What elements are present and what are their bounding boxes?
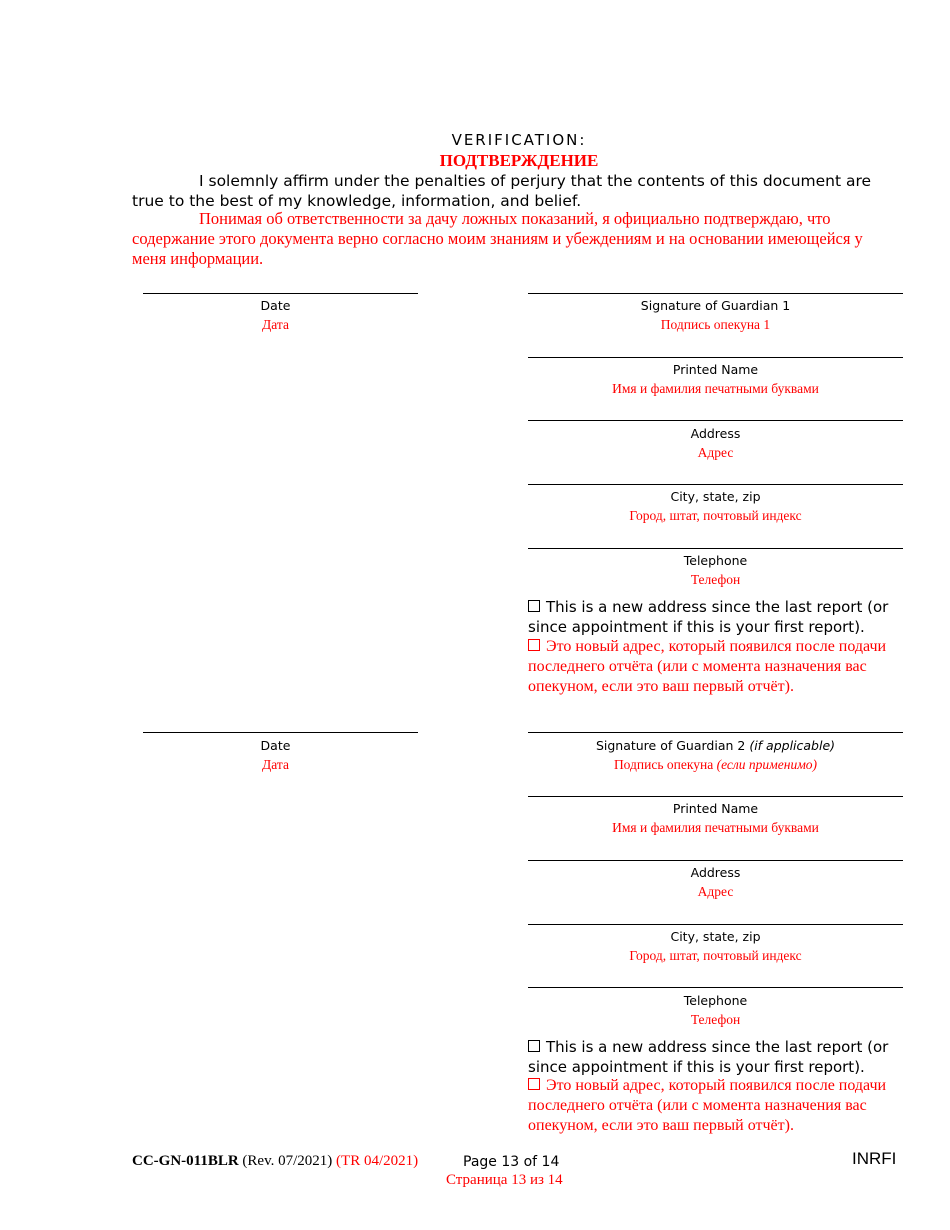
address-label-1: Address [690,426,741,441]
signature-line-2[interactable] [528,732,903,733]
address-label-2: Address [690,865,741,880]
new-address-text-1: This is a new address since the last report (or since appointment if this is your first report). [528,598,889,636]
city-label-2: City, state, zip [670,929,761,944]
signature-label-ru-2-note: (если применимо) [716,757,818,772]
form-translation-revision: (TR 04/2021) [336,1153,419,1169]
page-number-ru: Страница 13 из 14 [446,1172,563,1188]
telephone-label-1: Telephone [683,553,748,568]
signature-line-1[interactable] [528,293,903,294]
signature-label-ru-2-text: Подпись опекуна [613,757,714,772]
footer-form-id [132,1153,418,1170]
address-label-ru-2: Адрес [697,884,734,899]
new-address-notice-ru-2 [528,1076,906,1136]
signature-label-2-text: Signature of Guardian 2 [595,738,746,753]
new-address-notice-2 [528,1037,906,1077]
signature-label-2 [528,737,903,755]
affirmation-russian: Понимая об ответственности за дачу ложных показаний, я официально подтверждаю, что содержание этого документа верно согласно моим знаниям и убеждениям и на основании имеющейся у меня информации. [132,209,863,268]
signature-label-1: Signature of Guardian 1 [640,298,791,313]
city-line-2[interactable] [528,924,903,925]
new-address-notice-1 [528,597,906,637]
address-line-1[interactable] [528,420,903,421]
date-label-2: Date [260,738,291,753]
signature-label-2-note: (if applicable) [749,738,836,753]
form-tag: INRFI [852,1149,897,1168]
new-address-notice-ru-1 [528,637,906,697]
new-address-checkbox-1[interactable] [528,600,540,612]
date-label-1: Date [260,298,291,313]
telephone-label-2: Telephone [683,993,748,1008]
title-russian: ПОДТВЕРЖДЕНИЕ [439,151,599,170]
date-line-2[interactable] [143,732,418,733]
printed-name-label-ru-1: Имя и фамилия печатными буквами [612,381,819,396]
date-line-1[interactable] [143,293,418,294]
telephone-line-1[interactable] [528,548,903,549]
form-code: CC-GN-011BLR [132,1153,239,1169]
city-label-ru-1: Город, штат, почтовый индекс [629,508,802,523]
telephone-label-ru-2: Телефон [690,1012,741,1027]
affirmation-english: I solemnly affirm under the penalties of perjury that the contents of this document are true to the best of my knowledge, information, and belief. [132,172,872,210]
new-address-text-2: This is a new address since the last report (or since appointment if this is your first report). [528,1038,889,1076]
telephone-label-ru-1: Телефон [690,572,741,587]
date-label-ru-2: Дата [262,757,289,772]
date-label-ru-1: Дата [262,317,289,332]
new-address-checkbox-ru-2[interactable] [528,1078,540,1090]
printed-name-line-2[interactable] [528,796,903,797]
new-address-checkbox-2[interactable] [528,1040,540,1052]
telephone-line-2[interactable] [528,987,903,988]
address-label-ru-1: Адрес [697,445,734,460]
city-label-ru-2: Город, штат, почтовый индекс [629,948,802,963]
new-address-text-ru-2: Это новый адрес, который появился после подачи последнего отчёта (или с момента назначения вас опекуном, если это ваш первый отчёт). [528,1077,887,1134]
city-line-1[interactable] [528,484,903,485]
signature-label-ru-2 [528,756,903,774]
form-revision: (Rev. 07/2021) [242,1153,333,1169]
printed-name-label-2: Printed Name [672,801,759,816]
city-label-1: City, state, zip [670,489,761,504]
page-number: Page 13 of 14 [463,1154,560,1170]
new-address-checkbox-ru-1[interactable] [528,639,540,651]
signature-label-ru-1: Подпись опекуна 1 [660,317,771,332]
title-english: VERIFICATION: [451,131,587,149]
printed-name-line-1[interactable] [528,357,903,358]
address-line-2[interactable] [528,860,903,861]
printed-name-label-1: Printed Name [672,362,759,377]
new-address-text-ru-1: Это новый адрес, который появился после подачи последнего отчёта (или с момента назначения вас опекуном, если это ваш первый отчёт). [528,638,887,695]
printed-name-label-ru-2: Имя и фамилия печатными буквами [612,820,819,835]
